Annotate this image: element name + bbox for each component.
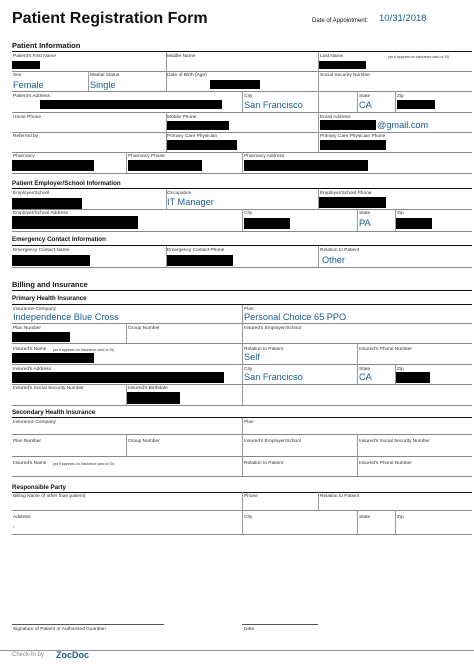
col-divider (166, 71, 167, 91)
primary-zip-redacted[interactable] (396, 372, 430, 383)
primary-insured-address-label: Insured's Address (13, 367, 51, 372)
responsible-city-label: City (244, 515, 253, 520)
last-name-label: Last Name (320, 54, 344, 59)
row-line (12, 534, 472, 535)
marital-status-value[interactable]: Single (90, 80, 116, 90)
emergency-relation-value[interactable]: Other (322, 255, 345, 265)
primary-insured-name-note: (as it appears on insurance card or ID) (53, 348, 115, 352)
last-name-note: (as it appears on insurance card or ID) (388, 55, 450, 59)
secondary-insured-phone-label: Insured's Phone Number (359, 461, 412, 466)
dob-redacted[interactable] (210, 80, 260, 89)
email-redacted[interactable] (320, 120, 376, 130)
home-phone-label: Home Phone (13, 115, 41, 120)
row-line (12, 476, 472, 477)
secondary-group-number-label: Group Number (128, 439, 160, 444)
col-divider (395, 91, 396, 112)
col-divider (357, 343, 358, 384)
primary-city-label: City (244, 367, 253, 372)
occupation-label: Occupation (167, 191, 192, 196)
responsible-address-label: Address (13, 515, 31, 520)
primary-company-label: Insurance Company (13, 307, 56, 312)
employer-state-value[interactable]: PA (359, 218, 371, 228)
signature-label: Signature of Patient or Authorized Guardian (13, 627, 106, 632)
secondary-relation-label: Relation to Patient (244, 461, 284, 466)
col-divider (395, 364, 396, 384)
state-value[interactable]: CA (359, 100, 372, 110)
row-line (12, 173, 472, 174)
mobile-phone-label: Mobile Phone (167, 115, 197, 120)
zip-redacted[interactable] (397, 100, 435, 109)
referred-by-label: Referred by (13, 134, 39, 139)
appointment-date-value[interactable]: 10/31/2018 (379, 13, 427, 24)
primary-state-value[interactable]: CA (359, 372, 372, 382)
col-divider (357, 434, 358, 476)
col-divider (318, 492, 319, 510)
middle-name-label: Middle Name (167, 54, 196, 59)
dob-label: Date of Birth (Age) (167, 73, 207, 78)
pharmacy-phone-redacted[interactable] (128, 160, 202, 171)
secondary-insurance-heading: Secondary Health Insurance (12, 409, 96, 416)
col-divider (166, 112, 167, 152)
col-divider (357, 209, 358, 231)
employer-redacted[interactable] (12, 198, 82, 209)
primary-insurance-heading: Primary Health Insurance (12, 295, 87, 302)
responsible-relation-label: Relation to Patient (320, 494, 360, 499)
primary-plan-number-redacted[interactable] (12, 332, 70, 342)
employer-phone-redacted[interactable] (318, 197, 386, 208)
primary-insured-ssn-label: Insured's Social Security Number (13, 386, 84, 391)
responsible-party-heading: Responsible Party (12, 484, 66, 491)
primary-relation-value[interactable]: Self (244, 352, 260, 362)
primary-relation-label: Relation to Patient (244, 347, 284, 352)
col-divider (318, 52, 319, 152)
secondary-insured-name-note: (as it appears on insurance card or ID) (53, 462, 115, 466)
primary-plan-label: Plan (244, 307, 254, 312)
col-divider (126, 434, 127, 456)
pharmacy-label: Pharmacy (13, 154, 35, 159)
email-value[interactable]: @gmail.com (377, 120, 429, 130)
employer-phone-label: Employer/School Phone (320, 191, 372, 196)
section-divider (12, 188, 472, 189)
row-line (12, 267, 472, 268)
primary-plan-number-label: Plan Number (13, 326, 41, 331)
row-line (12, 231, 472, 232)
patient-info-heading: Patient Information (12, 41, 81, 50)
employer-zip-redacted[interactable] (396, 218, 432, 229)
secondary-plan-number-label: Plan Number (13, 439, 41, 444)
col-divider (126, 384, 127, 405)
primary-group-number-label: Group Number (128, 326, 160, 331)
col-divider (126, 323, 127, 343)
col-divider (242, 418, 243, 476)
section-divider (12, 290, 472, 291)
pharmacy-address-label: Pharmacy Address (244, 154, 285, 159)
primary-insured-phone-label: Insured's Phone Number (359, 347, 412, 352)
pcp-label: Primary Care Physician (167, 134, 218, 139)
employer-label: Employer/School (13, 191, 50, 196)
pcp-phone-label: Primary Care Physician Phone (320, 134, 386, 139)
col-divider (242, 492, 243, 534)
billing-name-label: Billing Name (if other than patient) (13, 494, 86, 499)
secondary-plan-label: Plan (244, 420, 254, 425)
col-divider (357, 91, 358, 112)
row-line (12, 112, 472, 113)
employer-state-label: State (359, 211, 371, 216)
pcp-phone-redacted[interactable] (320, 140, 386, 150)
sex-value[interactable]: Female (13, 80, 44, 90)
primary-insured-birthdate-label: Insured's Birthdate (128, 386, 168, 391)
footer-checkin-text: Check-In by (12, 652, 45, 658)
marital-status-label: Marital Status (90, 73, 120, 78)
responsible-state-label: State (359, 515, 371, 520)
col-divider (166, 189, 167, 209)
primary-plan-value[interactable]: Personal Choice 65 PPO (244, 312, 347, 322)
col-divider (242, 209, 243, 231)
occupation-value[interactable]: IT Manager (167, 197, 214, 207)
first-name-label: Patient's First Name (13, 54, 57, 59)
col-divider (395, 510, 396, 534)
col-divider (318, 246, 319, 267)
employer-city-label: City (244, 211, 253, 216)
employer-heading: Patient Employer/School Information (12, 180, 121, 187)
employer-address-redacted[interactable] (12, 216, 138, 229)
signature-date-label: Date (244, 627, 255, 632)
col-divider (242, 305, 243, 405)
row-line (12, 132, 472, 133)
pcp-redacted[interactable] (167, 140, 237, 150)
emergency-relation-label: Relation to Patient (320, 248, 360, 253)
primary-insured-name-label: Insured's Name (13, 347, 47, 352)
sex-label: Sex (13, 73, 22, 78)
emergency-name-label: Emergency Contact Name (13, 248, 70, 253)
primary-insured-address-redacted[interactable] (12, 372, 224, 383)
primary-zip-label: Zip (397, 367, 404, 372)
last-name-redacted[interactable] (318, 61, 366, 69)
pharmacy-redacted[interactable] (12, 160, 94, 171)
patient-address-label: Patient's Address (13, 94, 50, 99)
employer-zip-label: Zip (397, 211, 404, 216)
row-line (12, 405, 472, 406)
col-divider (126, 152, 127, 173)
billing-heading: Billing and Insurance (12, 280, 88, 289)
zocdoc-logo: ZocDoc (56, 650, 90, 660)
pharmacy-phone-label: Pharmacy Phone (128, 154, 165, 159)
first-name-redacted[interactable] (12, 61, 40, 69)
city-label: City (244, 94, 253, 99)
state-label: State (359, 94, 371, 99)
primary-company-value[interactable]: Independence Blue Cross (13, 312, 119, 322)
col-divider (395, 209, 396, 231)
appointment-date-label: Date of Appointment: (312, 18, 369, 24)
col-divider (242, 152, 243, 173)
emergency-phone-label: Emergency Contact Phone (167, 248, 225, 253)
responsible-phone-label: Phone (244, 494, 258, 499)
emergency-heading: Emergency Contact Information (12, 236, 106, 243)
ssn-label: Social Security Number (320, 73, 371, 78)
section-divider (12, 245, 472, 246)
col-divider (166, 246, 167, 267)
col-divider (166, 52, 167, 71)
secondary-company-label: Insurance Company (13, 420, 56, 425)
col-divider (318, 189, 319, 209)
responsible-address-value[interactable]: , (13, 523, 15, 529)
primary-state-label: State (359, 367, 371, 372)
emergency-name-redacted[interactable] (12, 255, 90, 266)
signature-line[interactable] (12, 624, 164, 625)
secondary-insured-name-label: Insured's Name (13, 461, 47, 466)
employer-address-label: Employer/School Address (13, 211, 68, 216)
city-value[interactable]: San Francisco (244, 100, 303, 110)
address-redacted[interactable] (40, 100, 222, 109)
pharmacy-address-redacted[interactable] (244, 160, 368, 171)
section-divider (12, 51, 472, 52)
primary-city-value[interactable]: San Francicso (244, 372, 303, 382)
email-label: Email Address (320, 115, 351, 120)
form-title: Patient Registration Form (12, 10, 208, 27)
col-divider (242, 91, 243, 112)
primary-insured-birthdate-redacted[interactable] (126, 392, 180, 404)
primary-insured-name-redacted[interactable] (12, 353, 94, 363)
primary-insured-employer-label: Insured's Employer/School (244, 326, 301, 331)
responsible-zip-label: Zip (397, 515, 404, 520)
mobile-phone-redacted[interactable] (167, 121, 229, 130)
date-line[interactable] (242, 624, 318, 625)
secondary-insured-ssn-label: Insured's Social Security Number (359, 439, 430, 444)
employer-city-redacted[interactable] (244, 218, 290, 229)
col-divider (357, 510, 358, 534)
secondary-insured-employer-label: Insured's Employer/School (244, 439, 301, 444)
zip-label: Zip (397, 94, 404, 99)
emergency-phone-redacted[interactable] (167, 255, 233, 266)
row-line (12, 71, 472, 72)
col-divider (88, 71, 89, 91)
